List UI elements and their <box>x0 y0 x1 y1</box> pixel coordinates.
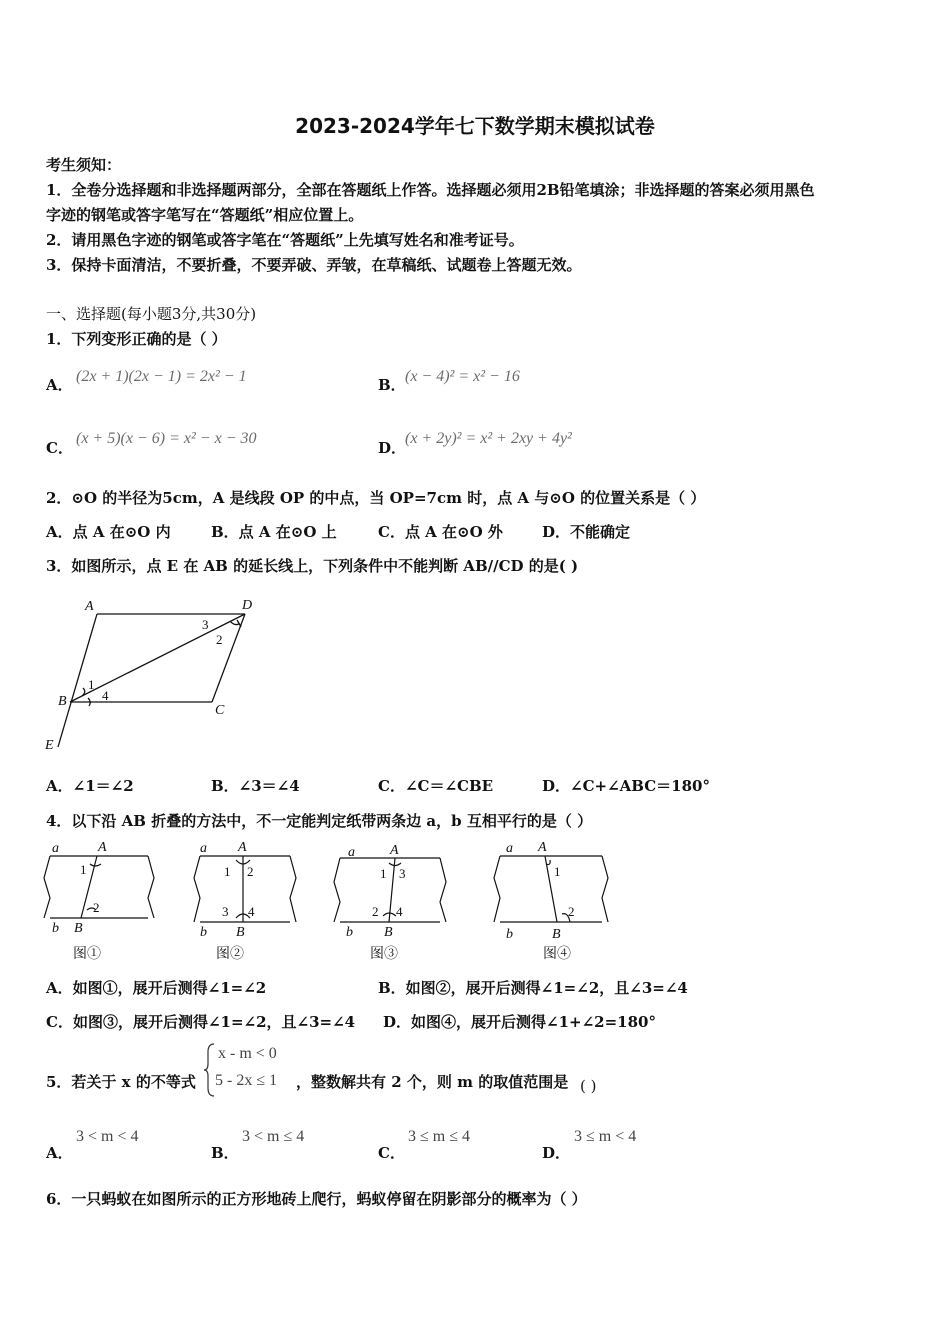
fig3-label-a: A <box>390 843 399 858</box>
q5-option-b-expr: 3 < m ≤ 4 <box>242 1128 305 1145</box>
fig1-label-a-side: a <box>52 841 59 856</box>
fig2-label-a-side: a <box>200 841 207 856</box>
fig1-angle-2: 2 <box>93 900 100 915</box>
q2-stem: 2．⊙O 的半径为5cm，A 是线段 OP 的中点，当 OP=7cm 时，点 A 与⊙O 的位置关系是（ ） <box>46 489 706 507</box>
q4-option-a: A．如图①，展开后测得∠1=∠2 <box>46 979 267 997</box>
q1-option-c-expr: (x + 5)(x − 6) = x² − x − 30 <box>76 430 257 447</box>
q5-paren: ( ) <box>580 1077 597 1095</box>
label-angle-3: 3 <box>202 617 209 632</box>
fig4-label-b-side: b <box>506 927 513 942</box>
q5-inequality-2: 5 - 2x ≤ 1 <box>215 1072 278 1089</box>
fig3-caption: 图③ <box>370 947 398 962</box>
line-bd <box>70 614 245 702</box>
q1-option-a-expr: (2x + 1)(2x − 1) = 2x² − 1 <box>76 368 247 385</box>
fig4-angle-1: 1 <box>554 864 561 879</box>
fig2-angle-4: 4 <box>248 904 255 919</box>
fig1-angle-1: 1 <box>80 862 87 877</box>
q2-option-d: D．不能确定 <box>542 523 631 541</box>
fig4-label-a: A <box>538 840 547 855</box>
label-a: A <box>85 599 94 614</box>
q5-option-a-expr: 3 < m < 4 <box>76 1128 139 1145</box>
label-angle-1: 1 <box>88 677 95 692</box>
q3-option-a: A．∠1＝∠2 <box>46 777 134 795</box>
q5-option-d-label: D． <box>542 1144 571 1162</box>
label-c: C <box>215 703 225 718</box>
q2-option-b: B．点 A 在⊙O 上 <box>211 523 337 541</box>
fig3-angle-1: 1 <box>380 866 387 881</box>
notice-line-1: 1．全卷分选择题和非选择题两部分，全部在答题纸上作答。选择题必须用2B铅笔填涂；非选择题的答案必须用黑色 <box>46 181 815 199</box>
fig2-label-b: B <box>236 925 245 940</box>
fig3-label-a-side: a <box>348 845 355 860</box>
fig3-angle-4: 4 <box>396 904 403 919</box>
fig2-strip <box>194 856 296 922</box>
q3-stem: 3．如图所示，点 E 在 AB 的延长线上，下列条件中不能判断 AB//CD 的是( ) <box>46 557 579 575</box>
line-dc <box>212 614 245 702</box>
fig3-label-b-side: b <box>346 925 353 940</box>
section-heading: 一、选择题(每小题3分,共30分) <box>46 305 257 323</box>
fig2-angle-3: 3 <box>222 904 229 919</box>
fig4-angle-2: 2 <box>568 904 575 919</box>
q5-stem-pre: 5．若关于 x 的不等式 <box>46 1073 196 1091</box>
page-title: 2023-2024学年七下数学期末模拟试卷 <box>295 114 655 138</box>
q3-option-b: B．∠3＝∠4 <box>211 777 300 795</box>
angle-2-arc <box>237 620 241 627</box>
q3-figure <box>40 592 270 757</box>
q2-option-c: C．点 A 在⊙O 外 <box>378 523 503 541</box>
q4-option-b: B．如图②，展开后测得∠1=∠2，且∠3=∠4 <box>378 979 688 997</box>
q1-option-c-label: C． <box>46 439 73 457</box>
q1-option-d-expr: (x + 2y)² = x² + 2xy + 4y² <box>405 430 572 447</box>
q5-option-d-expr: 3 ≤ m < 4 <box>574 1128 637 1145</box>
fig1-label-b: B <box>74 921 83 936</box>
fig3-angle-2: 2 <box>372 904 379 919</box>
fig3-label-b: B <box>384 925 393 940</box>
q1-option-d-label: D． <box>378 439 407 457</box>
q5-stem-post: ，整数解共有 2 个，则 m 的取值范围是 <box>296 1073 569 1091</box>
q1-option-b-expr: (x − 4)² = x² − 16 <box>405 368 520 385</box>
label-angle-4: 4 <box>102 688 109 703</box>
label-angle-2: 2 <box>216 632 223 647</box>
fig2-label-a: A <box>238 840 247 855</box>
q1-option-a-label: A． <box>46 376 73 394</box>
q3-option-c: C．∠C＝∠CBE <box>378 777 494 795</box>
q5-option-c-label: C． <box>378 1144 405 1162</box>
notice-line-1b: 字迹的钢笔或答字笔写在“答题纸”相应位置上。 <box>46 206 364 224</box>
q5-option-c-expr: 3 ≤ m ≤ 4 <box>408 1128 471 1145</box>
fig2-angle-1: 1 <box>224 864 231 879</box>
fig4-strip <box>494 856 608 922</box>
notice-line-2: 2．请用黑色字迹的钢笔或答字笔在“答题纸”上先填写姓名和准考证号。 <box>46 231 524 249</box>
label-e: E <box>45 738 54 753</box>
q5-option-a-label: A． <box>46 1144 73 1162</box>
fig1-caption: 图① <box>73 947 101 962</box>
label-d: D <box>242 598 253 613</box>
q4-figures <box>40 838 620 968</box>
q1-stem: 1．下列变形正确的是（ ） <box>46 330 227 348</box>
q4-stem: 4．以下沿 AB 折叠的方法中，不一定能判定纸带两条边 a，b 互相平行的是（ ） <box>46 812 593 830</box>
q5-inequality-1: x - m < 0 <box>218 1045 277 1062</box>
fig2-caption: 图② <box>216 947 244 962</box>
q4-option-d: D．如图④，展开后测得∠1+∠2=180° <box>383 1013 656 1031</box>
fig3-angle-3: 3 <box>399 866 406 881</box>
fig3-strip <box>334 858 446 922</box>
q2-option-a: A．点 A 在⊙O 内 <box>46 523 171 541</box>
fig4-caption: 图④ <box>543 947 571 962</box>
fig1-label-b-side: b <box>52 921 59 936</box>
label-b: B <box>58 694 67 709</box>
fig4-label-b: B <box>552 927 561 942</box>
q4-option-c: C．如图③，展开后测得∠1=∠2，且∠3=∠4 <box>46 1013 356 1031</box>
notice-heading: 考生须知： <box>46 156 122 174</box>
fig2-label-b-side: b <box>200 925 207 940</box>
notice-line-3: 3．保持卡面清洁，不要折叠，不要弄破、弄皱，在草稿纸、试题卷上答题无效。 <box>46 256 582 274</box>
fig2-angle-2: 2 <box>247 864 254 879</box>
q1-option-b-label: B． <box>378 376 406 394</box>
q6-stem: 6．一只蚂蚁在如图所示的正方形地砖上爬行，蚂蚁停留在阴影部分的概率为（ ） <box>46 1190 587 1208</box>
q3-option-d: D．∠C+∠ABC＝180° <box>542 777 710 795</box>
q5-option-b-label: B． <box>211 1144 239 1162</box>
fig4-label-a-side: a <box>506 841 513 856</box>
fig1-label-a: A <box>98 840 107 855</box>
